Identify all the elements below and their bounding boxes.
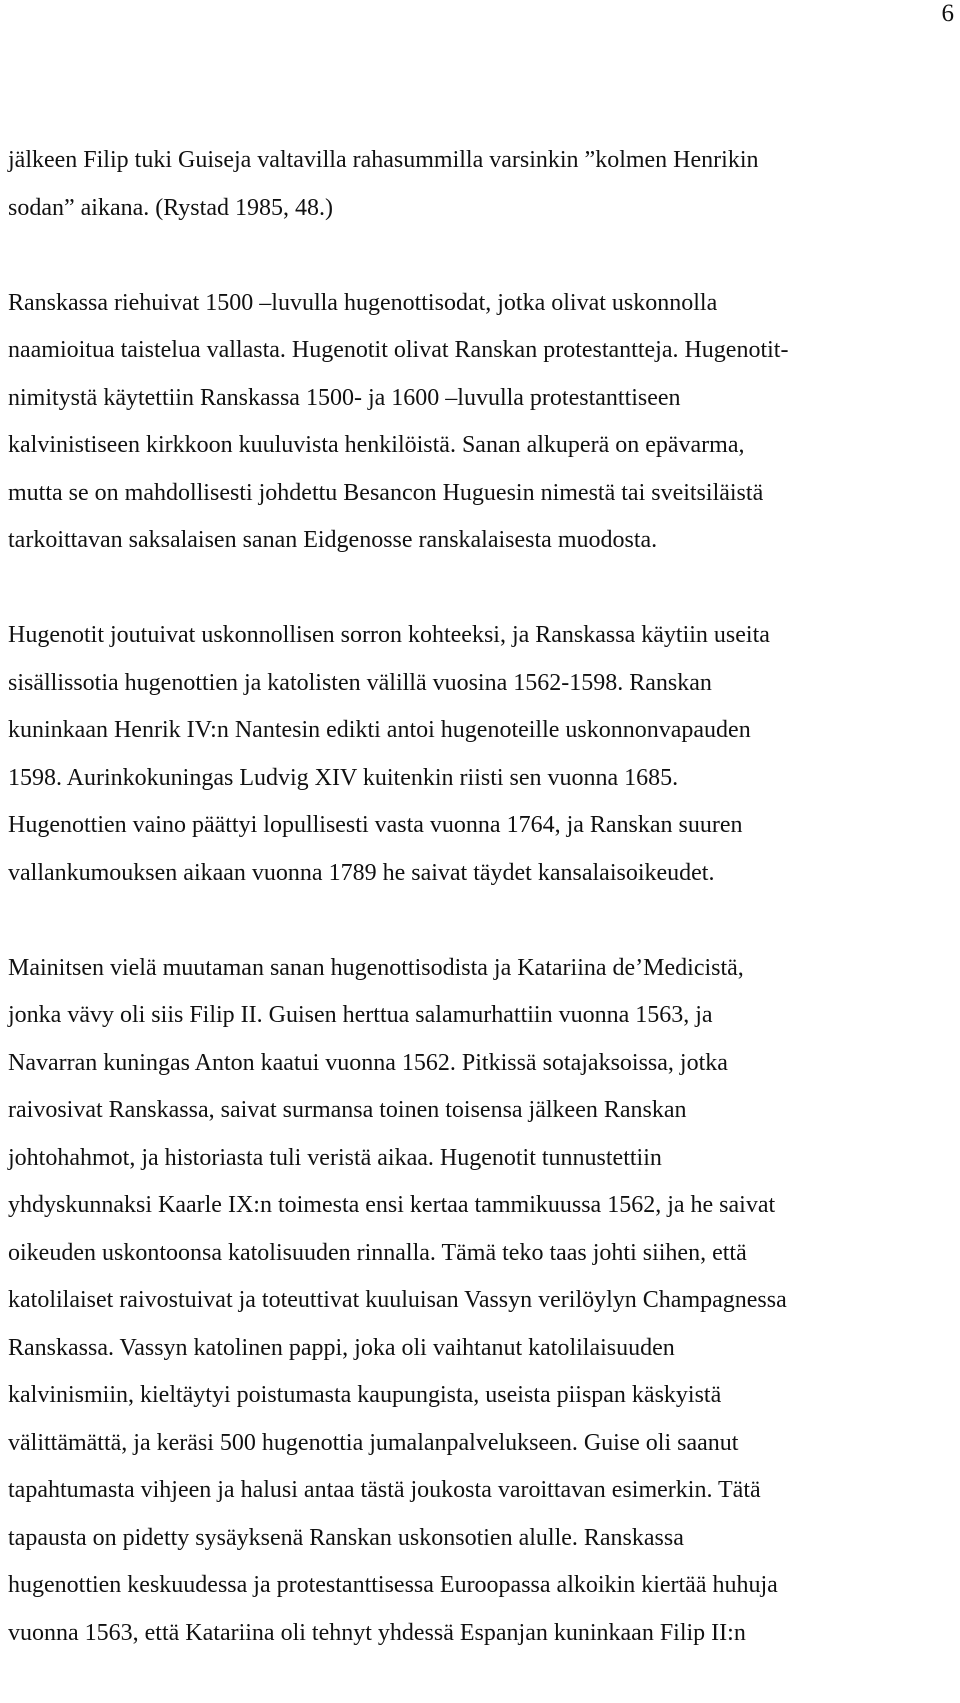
paragraph <box>8 612 908 897</box>
text-line: vuonna 1563, että Katariina oli tehnyt yhdessä Espanjan kuninkaan Filip II:n <box>8 1619 746 1646</box>
paragraph-spacer <box>8 232 908 280</box>
text-line: tapausta on pidetty sysäyksenä Ranskan uskonsotien alulle. Ranskassa <box>8 1524 684 1551</box>
paragraph-spacer <box>8 565 908 613</box>
text-line: tapahtumasta vihjeen ja halusi antaa tästä joukosta varoittavan esimerkin. Tätä <box>8 1477 761 1503</box>
text-line: Navarran kuningas Anton kaatui vuonna 1562. Pitkissä sotajaksoissa, jotka <box>8 1049 728 1076</box>
text-line: kuninkaan Henrik IV:n Nantesin edikti antoi hugenoteille uskonnonvapauden <box>8 717 751 743</box>
document-body <box>8 137 908 1657</box>
page-number: 6 <box>941 0 954 27</box>
paragraph <box>8 280 908 565</box>
text-line: välittämättä, ja keräsi 500 hugenottia jumalanpalvelukseen. Guise oli saanut <box>8 1429 739 1456</box>
text-line: jälkeen Filip tuki Guiseja valtavilla rahasummilla varsinkin ”kolmen Henrikin <box>8 147 759 173</box>
text-line: yhdyskunnaksi Kaarle IX:n toimesta ensi kertaa tammikuussa 1562, ja he saivat <box>8 1192 776 1218</box>
text-line: katolilaiset raivostuivat ja toteuttivat kuuluisan Vassyn verilöylyn Champagnessa <box>8 1287 787 1313</box>
text-line: sisällissotia hugenottien ja katolisten välillä vuosina 1562-1598. Ranskan <box>8 669 712 696</box>
text-line: Ranskassa riehuivat 1500 –luvulla hugenottisodat, jotka olivat uskonnolla <box>8 289 718 316</box>
text-line: tarkoittavan saksalaisen sanan Eidgenosse ranskalaisesta muodosta. <box>8 527 658 553</box>
text-line: johtohahmot, ja historiasta tuli veristä aikaa. Hugenotit tunnustettiin <box>8 1144 662 1171</box>
text-line: oikeuden uskontoonsa katolisuuden rinnalla. Tämä teko taas johti siihen, että <box>8 1239 747 1266</box>
text-line: raivosivat Ranskassa, saivat surmansa toinen toisensa jälkeen Ranskan <box>8 1097 687 1123</box>
paragraph <box>8 945 908 1658</box>
text-line: kalvinismiin, kieltäytyi poistumasta kaupungista, useista piispan käskyistä <box>8 1382 722 1408</box>
text-line: nimitystä käytettiin Ranskassa 1500- ja 1600 –luvulla protestanttiseen <box>8 384 681 411</box>
text-line: Ranskassa. Vassyn katolinen pappi, joka oli vaihtanut katolilaisuuden <box>8 1334 675 1361</box>
text-line: Mainitsen vielä muutaman sanan hugenottisodista ja Katariina de’Medicistä, <box>8 954 744 981</box>
text-line: kalvinistiseen kirkkoon kuuluvista henkilöistä. Sanan alkuperä on epävarma, <box>8 432 745 458</box>
text-line: naamioitua taistelua vallasta. Hugenotit olivat Ranskan protestantteja. Hugenotit- <box>8 337 789 363</box>
paragraph-spacer <box>8 897 908 945</box>
text-line: jonka vävy oli siis Filip II. Guisen herttua salamurhattiin vuonna 1563, ja <box>8 1002 713 1028</box>
text-line: mutta se on mahdollisesti johdettu Besancon Huguesin nimestä tai sveitsiläistä <box>8 479 764 506</box>
text-line: hugenottien keskuudessa ja protestanttisessa Euroopassa alkoikin kiertää huhuja <box>8 1572 778 1598</box>
text-line: Hugenottien vaino päättyi lopullisesti vasta vuonna 1764, ja Ranskan suuren <box>8 812 743 838</box>
text-line: sodan” aikana. (Rystad 1985, 48.) <box>8 194 333 221</box>
paragraph <box>8 137 908 232</box>
text-line: vallankumouksen aikaan vuonna 1789 he saivat täydet kansalaisoikeudet. <box>8 859 715 886</box>
text-line: 1598. Aurinkokuningas Ludvig XIV kuitenkin riisti sen vuonna 1685. <box>8 764 679 791</box>
text-line: Hugenotit joutuivat uskonnollisen sorron kohteeksi, ja Ranskassa käytiin useita <box>8 622 770 648</box>
